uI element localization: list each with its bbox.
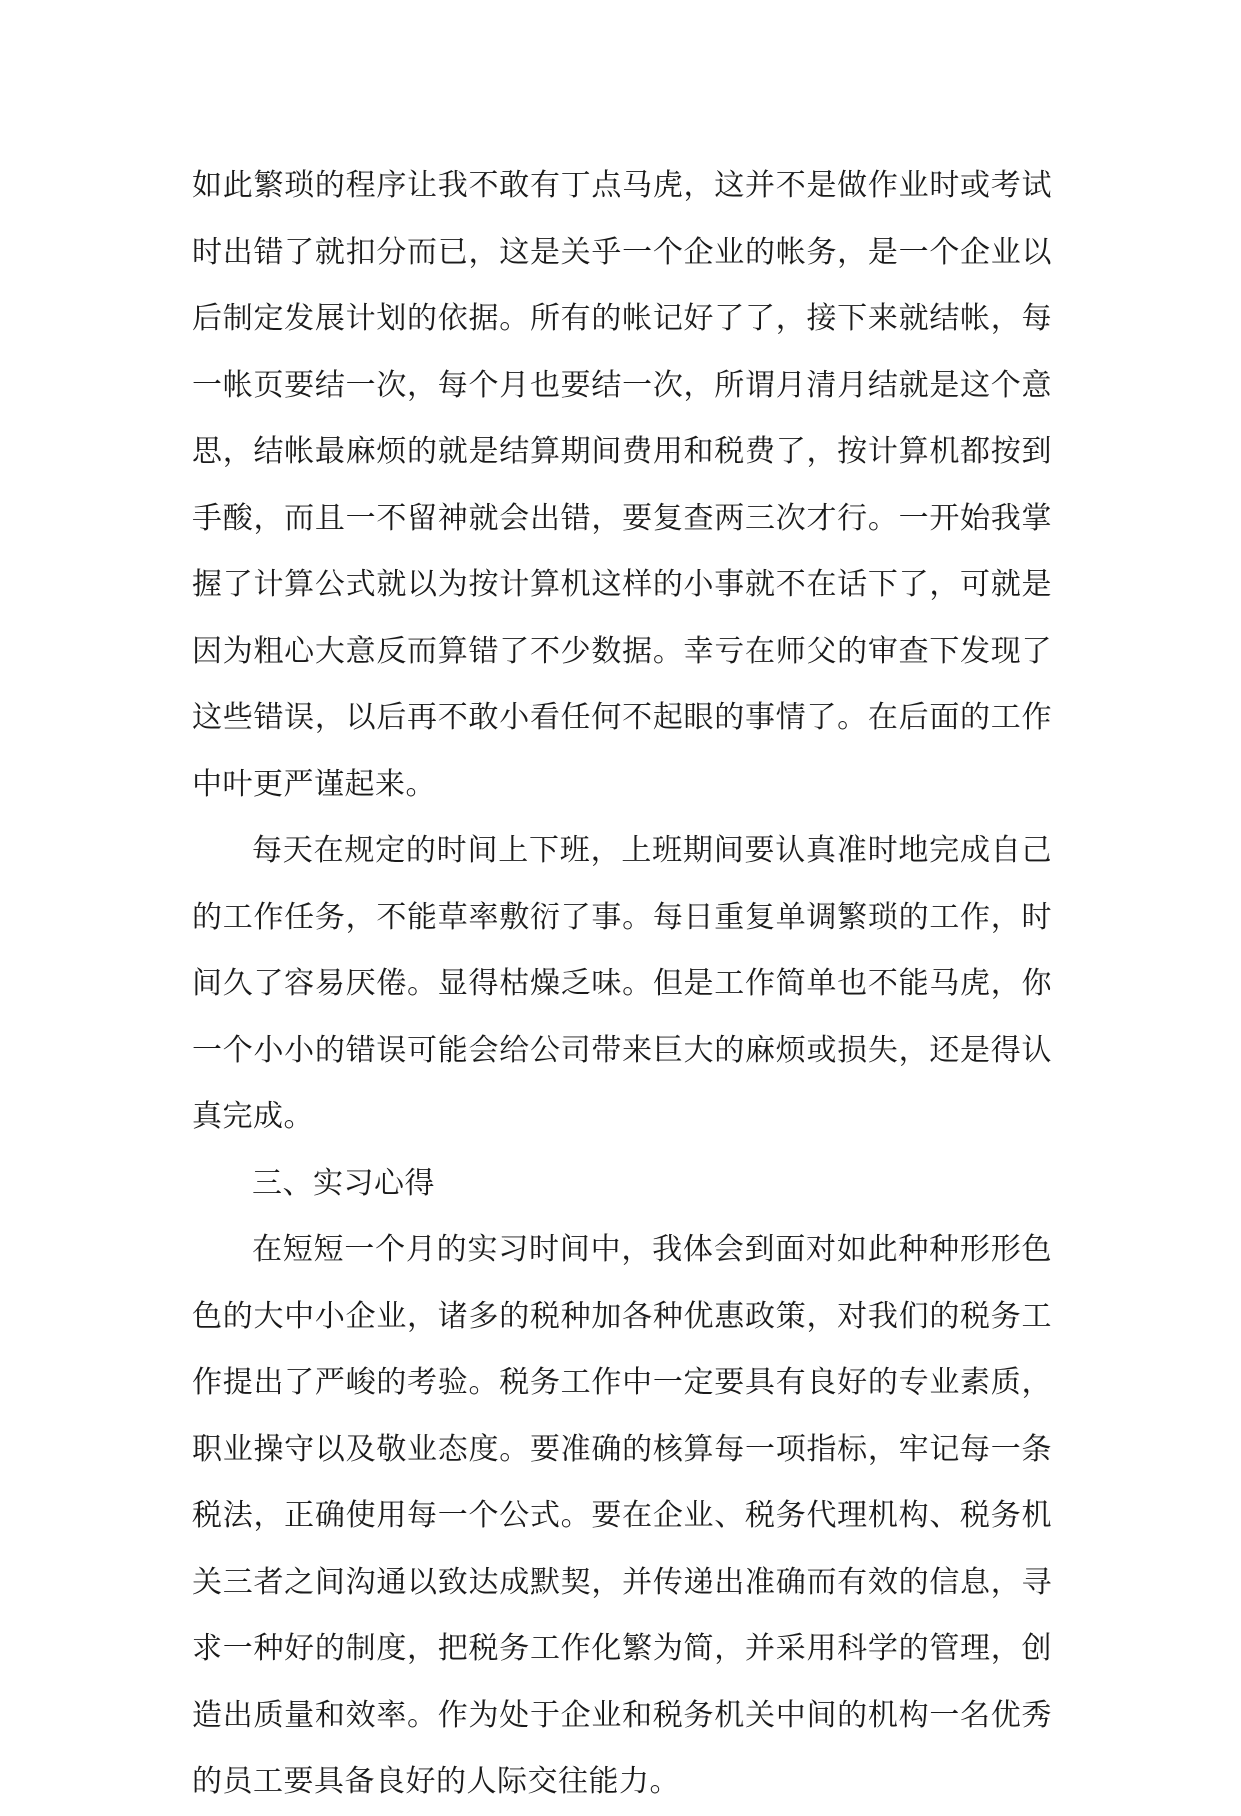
section-heading: 三、实习心得	[252, 1165, 435, 1201]
paragraph-daily-work: 每天在规定的时间上下班，上班期间要认真准时地完成自己的工作任务，不能草率敷衍了事。每日重复单调繁琐的工作，时间久了容易厌倦。显得枯燥乏味。但是工作简单也不能马虎，你一个小小的错误可能会给公司带来巨大的麻烦或损失，还是得认真完成。	[192, 833, 1052, 1134]
paragraph-reflections: 在短短一个月的实习时间中，我体会到面对如此种种形形色色的大中小企业，诸多的税种加各种优惠政策，对我们的税务工作提出了严峻的考验。税务工作中一定要具有良好的专业素质，职业操守以及敬业态度。要准确的核算每一项指标，牢记每一条税法，正确使用每一个公式。要在企业、税务代理机构、税务机关三者之间沟通以致达成默契，并传递出准确而有效的信息，寻求一种好的制度，把税务工作化繁为简，并采用科学的管理，创造出质量和效率。作为处于企业和税务机关中间的机构一名优秀的员工要具备良好的人际交往能力。	[192, 1232, 1052, 1799]
document-body	[192, 153, 1052, 1816]
paragraph-intro: 如此繁琐的程序让我不敢有丁点马虎，这并不是做作业时或考试时出错了就扣分而已，这是关乎一个企业的帐务，是一个企业以后制定发展计划的依据。所有的帐记好了了，接下来就结帐，每一帐页要结一次，每个月也要结一次，所谓月清月结就是这个意思，结帐最麻烦的就是结算期间费用和税费了，按计算机都按到手酸，而且一不留神就会出错，要复查两三次才行。一开始我掌握了计算公式就以为按计算机这样的小事就不在话下了，可就是因为粗心大意反而算错了不少数据。幸亏在师父的审查下发现了这些错误，以后再不敢小看任何不起眼的事情了。在后面的工作中叶更严谨起来。	[192, 168, 1052, 802]
